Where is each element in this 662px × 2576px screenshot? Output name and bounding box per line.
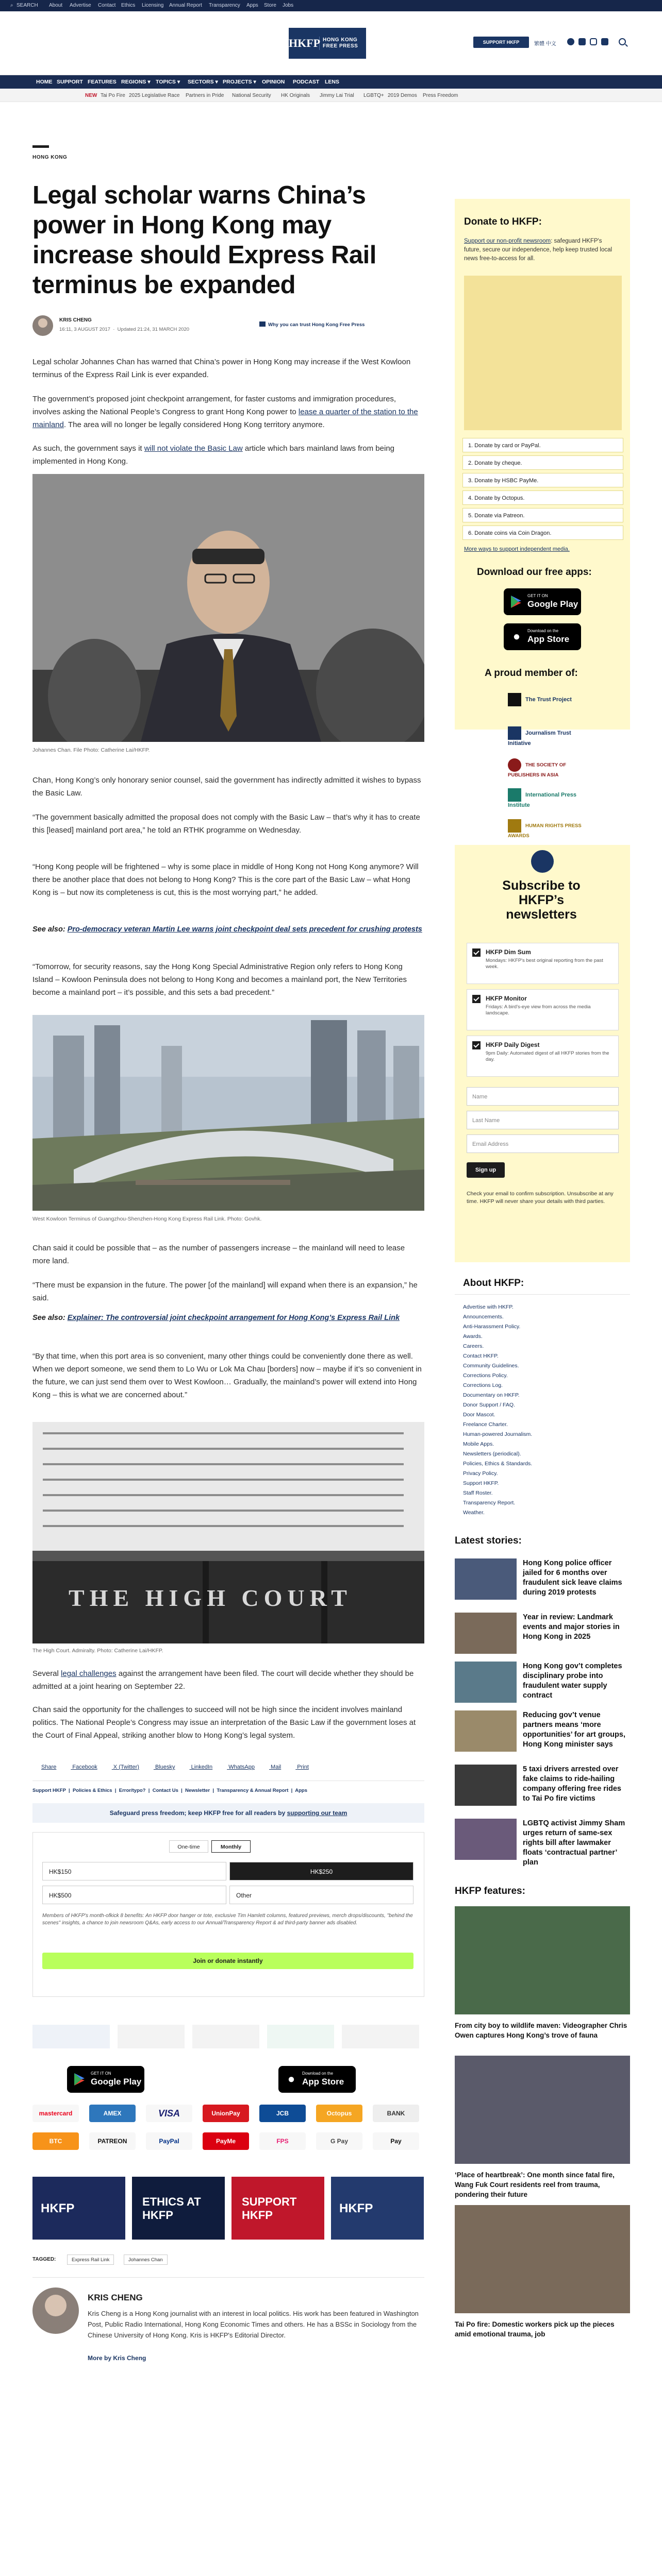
paragraph: “The government basically admitted the proposal does not comply with the Basic Law – that’s why it has to create this [leased] mainland port area,” he told an RTHK programme on Wednesday. [32,813,420,835]
author-bio: Kris Cheng is a Hong Kong journalist with an interest in local politics. His work has been featured in Washington Post, Public Radio International, Hong Kong Economic Times and others. He has a BSSc in Sociology from the Chinese University of Hong Kong. Kris is HKFP's Editorial Director. [88,2310,419,2339]
story-thumb[interactable] [455,1819,517,1860]
share-bluesky[interactable]: Bluesky [155,1764,175,1770]
newsletter-option[interactable]: HKFP Monitor Fridays: A bird's-eye view from across the media landscape. [467,989,619,1030]
about-link[interactable]: Mobile Apps. [463,1441,494,1447]
trending-item[interactable]: 2025 Legislative Race [129,93,180,98]
donate-text: Support our non-profit newsroom: safeguard HKFP's future, secure our independence, help keep trusted local news free-to-access for all. [464,238,613,262]
google-pay-logo: G Pay [316,2132,362,2150]
footer-link[interactable]: Error/typo? [119,1788,146,1793]
about-link[interactable]: Privacy Policy. [463,1470,498,1477]
about-list [463,1302,638,1518]
site-header [0,11,662,75]
paragraph: “Hong Kong people will be frightened – why is some place in middle of Hong Kong not Hong Kong anymore? Will there be another place that does not belong to Hong Kong? This is the core part of the Basic Law – what Hong Kong is – but now its completeness is cut, this is the most worrying part,” he added. [32,862,419,897]
share-whatsapp[interactable]: WhatsApp [228,1764,255,1770]
tab-monthly[interactable]: Monthly [211,1840,251,1853]
about-link[interactable]: Door Mascot. [463,1412,495,1418]
top-link-about[interactable]: About [49,3,63,8]
story-thumb[interactable] [455,1558,517,1600]
see-also-link[interactable]: Explainer: The controversial joint checkpoint arrangement for Hong Kong’s Express Rail Link [67,1314,400,1322]
about-link[interactable]: Freelance Charter. [463,1421,508,1428]
about-link[interactable]: Careers. [463,1343,484,1349]
about-link[interactable]: Newsletters (periodical). [463,1451,521,1457]
divider [455,1294,630,1295]
member-ipi[interactable]: International Press Institute [508,788,590,809]
author-avatar[interactable] [32,315,53,336]
facebook-icon[interactable] [567,38,574,45]
trending-item[interactable]: LGBTQ+ [363,93,384,98]
latest-title: Latest stories: [455,1535,522,1546]
mastercard-logo: mastercard [32,2105,79,2122]
amex-logo: AMEX [89,2105,136,2122]
features-title: HKFP features: [455,1886,525,1896]
latest-story[interactable] [455,1819,630,1870]
top-link-apps[interactable]: Apps [246,3,258,8]
photo-caption: The High Court. Admiralty. Photo: Catherine Lai/HKFP. [32,1648,163,1654]
about-link[interactable]: Awards. [463,1333,483,1340]
paragraph: Legal scholar Johannes Chan has warned that China’s power in Hong Kong may increase if the West Kowloon terminus of the Express Rail Link is ever expanded. [32,358,411,379]
jti-icon [508,726,521,740]
about-link[interactable]: Human-powered Journalism. [463,1431,533,1437]
nav-opinion[interactable]: OPINION [262,79,285,85]
feature-image[interactable] [455,1906,630,2014]
tab-one-time[interactable]: One-time [169,1840,208,1853]
newsletter-title: Subscribe to HKFP’s newsletters [502,878,581,922]
trending-item[interactable]: 2019 Demos [388,93,417,98]
youtube-icon[interactable] [601,38,608,45]
about-link[interactable]: Documentary on HKFP. [463,1392,520,1398]
member-trust-project[interactable]: The Trust Project [508,693,585,706]
paragraph: Several legal challenges against the arrangement have been filed. The court will decide whether they should be admitted at a joint hearing on September 22. [32,1669,414,1691]
share-mail[interactable]: Mail [271,1764,282,1770]
photo-west-kowloon-terminus [32,1015,424,1211]
unionpay-logo: UnionPay [203,2105,249,2122]
amount-option-selected[interactable]: HK$250 [229,1862,413,1880]
amount-option[interactable]: HK$150 [42,1862,226,1880]
top-search-link[interactable]: SEARCH [16,3,38,8]
main-nav [0,75,662,89]
support-hkfp-button[interactable]: SUPPORT HKFP [473,37,529,48]
top-link-advertise[interactable]: Advertise [70,3,91,8]
donate-option[interactable]: 1. Donate by card or PayPal. [462,438,623,452]
feature-title[interactable]: ‘Place of heartbreak’: One month since fatal fire, Wang Fuk Court residents reel from trauma, pondering their future [455,2171,615,2198]
nav-regions[interactable]: REGIONS ▾ [121,79,151,85]
google-play-icon [73,2072,87,2087]
feature-title[interactable]: From city boy to wildlife maven: Videographer Chris Owen captures Hong Kong’s trove of fauna [455,2022,627,2039]
nav-support[interactable]: SUPPORT [57,79,83,85]
inline-link[interactable]: legal challenges [61,1669,117,1678]
sidebar-app-store-button[interactable]: ● Download on the App Store [504,623,581,650]
logo-mark: HKFP [289,37,321,49]
member-jti[interactable]: Journalism Trust Initiative [508,726,585,747]
tags-label: TAGGED: [32,2257,56,2262]
promo-tile[interactable]: SUPPORT HKFP [231,2177,324,2240]
donate-illustration [464,276,622,430]
newsletter-option[interactable]: HKFP Dim Sum Mondays: HKFP's best original reporting from the past week. [467,943,619,984]
about-link[interactable]: Anti-Harassment Policy. [463,1324,521,1330]
sidebar-google-play-button[interactable]: GET IT ON Google Play [504,588,581,615]
paragraph: Chan, Hong Kong’s only honorary senior counsel, said the government has indirectly admitted it wishes to bypass the Basic Law. [32,776,421,798]
trending-new-label: NEW [85,93,97,98]
see-also-2: See also: Explainer: The controversial joint checkpoint arrangement for Hong Kong’s Express Rail Link [32,1314,400,1322]
email-input[interactable]: Email Address [467,1134,619,1153]
patreon-logo: PATREON [89,2132,136,2150]
nav-projects[interactable]: PROJECTS ▾ [223,79,256,85]
story-thumb[interactable] [455,1662,517,1703]
about-link[interactable]: Contact HKFP. [463,1353,499,1359]
share-facebook[interactable]: Facebook [72,1764,97,1770]
story-thumb[interactable] [455,1710,517,1752]
visa-logo: VISA [146,2105,192,2122]
header-search-icon[interactable] [619,38,626,45]
partner-logos [32,2020,424,2056]
app-store-button[interactable]: ● Download on the App Store [278,2066,356,2093]
tag-pill[interactable]: Express Rail Link [67,2255,114,2265]
story-title[interactable]: Year in review: Landmark events and major stories in Hong Kong in 2025 [523,1613,620,1641]
last-name-input[interactable]: Last Name [467,1111,619,1129]
newsletter-note: Check your email to confirm subscription. Unsubscribe at any time. HKFP will never share your details with third parties. [467,1191,614,1205]
ipi-icon [508,788,521,802]
donate-option[interactable]: 5. Donate via Patreon. [462,508,623,522]
checkbox-checked[interactable] [472,1041,481,1049]
checkbox-checked[interactable] [472,948,481,957]
checkbox-checked[interactable] [472,995,481,1003]
trending-item[interactable]: Jimmy Lai Trial [320,93,354,98]
share-x[interactable]: X (Twitter) [113,1764,139,1770]
newsletter-icon [531,850,554,873]
search-icon[interactable]: ⌕ [10,3,13,8]
logo-text: HONG KONG FREE PRESS [323,37,358,49]
paragraph: The government’s proposed joint checkpoint arrangement, for faster customs and immigration procedures, involves asking the National People’s Congress to grant Hong Kong power to lease a quarter of the station to the mainland. The area will no longer be legally considered Hong Kong territory anymore. [32,395,418,429]
kicker-rule [32,145,49,148]
first-name-input[interactable]: Name [467,1087,619,1106]
trending-item[interactable]: National Security [232,93,271,98]
partner-logo[interactable] [32,2025,110,2048]
about-link[interactable]: Transparency Report. [463,1500,516,1506]
latest-story[interactable] [455,1710,630,1762]
google-play-button[interactable]: GET IT ON Google Play [67,2066,144,2093]
byline [32,315,424,336]
x-icon[interactable] [578,38,586,45]
signup-button[interactable]: Sign up [467,1162,505,1178]
top-link-ethics[interactable]: Ethics [121,3,136,8]
nav-podcast[interactable]: PODCAST [293,79,320,85]
amount-option[interactable]: HK$500 [42,1886,226,1904]
google-play-icon [510,595,523,609]
author-box-name[interactable]: KRIS CHENG [88,2293,143,2302]
apps-title: Download our free apps: [477,567,592,578]
author-name[interactable]: KRIS CHENG [59,317,92,323]
top-utility-bar [0,0,662,11]
more-by-author-link[interactable]: More by Kris Cheng [88,2354,146,2362]
paypal-logo: PayPal [146,2132,192,2150]
share-row [41,1764,323,1770]
trust-project-icon [508,693,521,706]
photo-high-court [32,1422,424,1643]
feature-image[interactable] [455,2205,630,2313]
paragraph: “There must be expansion in the future. The power [of the mainland] will expand when there is an expansion,” he said. [32,1281,418,1302]
safeguard-banner: Safeguard press freedom; keep HKFP free for all readers by supporting our team [32,1803,424,1823]
story-title[interactable]: Hong Kong police officer jailed for 6 months over fraudulent sick leave claims during 2019 protests [523,1559,622,1597]
bitcoin-logo: BTC [32,2132,79,2150]
divider [32,2277,424,2278]
top-link-transparency[interactable]: Transparency [209,3,240,8]
paragraph: “By that time, when this port area is so convenient, many other things could be conveniently done there as well. When we deport someone, we send them to Lo Wu or Lok Ma Chau [borders] now – maybe if it’s so convenient in the future, we can just send them over to West Kowloon… Gradually, the mainland’s power will extend into Hong Kong – this is what we are concerned about.” [32,1352,422,1399]
promo-tile[interactable]: HKFP [331,2177,424,2240]
about-link[interactable]: Support HKFP. [463,1480,499,1486]
more-ways-link[interactable]: More ways to support independent media. [464,546,570,552]
nav-topics[interactable]: TOPICS ▾ [156,79,180,85]
footer-support-link[interactable]: Support HKFP [32,1788,66,1793]
about-link[interactable]: Community Guidelines. [463,1363,519,1369]
language-switch[interactable]: 繁體 中文 [534,41,556,47]
trust-link[interactable]: Why you can trust Hong Kong Free Press [259,321,365,328]
about-link[interactable]: Policies, Ethics & Standards. [463,1461,533,1467]
publish-date: 16:11, 3 AUGUST 2017 · Updated 21:24, 31 MARCH 2020 [59,327,190,332]
payment-methods [32,2105,424,2161]
fps-logo: FPS [259,2132,306,2150]
membership-note: Members of HKFP's month-ofkick 8 benefits: An HKFP door hanger or tote, exclusive Tim Hamlett columns, featured previews, merch drops/discounts, "behind the scenes" insights, a chance to join newsroom Q&As, early access to our Annual/Transparency Report & ad third-party banner ads disabled. [42,1913,413,1926]
high-court-sign: THE HIGH COURT [69,1585,352,1611]
top-link-annual-report[interactable]: Annual Report [169,3,202,8]
footer-link[interactable]: Contact Us [152,1788,178,1793]
author-photo[interactable] [32,2287,79,2334]
inline-link[interactable]: lease a quarter of the station to the mainland [32,408,418,429]
paragraph: As such, the government says it will not violate the Basic Law article which bars mainland laws from being implemented in Hong Kong. [32,444,395,466]
apple-icon: ● [287,2072,295,2086]
see-also-1: See also: Pro-democracy veteran Martin Lee warns joint checkpoint deal sets precedent for crushing protests [32,925,422,934]
footer-link[interactable]: Policies & Ethics [72,1788,112,1793]
photo-johannes-chan [32,474,424,742]
octopus-logo: Octopus [316,2105,362,2122]
donate-title: Donate to HKFP: [464,216,542,227]
trending-item[interactable]: Press Freedom [423,93,458,98]
members-title: A proud member of: [485,668,578,679]
about-link[interactable]: Weather. [463,1510,485,1516]
hrpa-icon [508,819,521,833]
member-sopa[interactable]: THE SOCIETY OF PUBLISHERS IN ASIA [508,758,590,779]
story-title[interactable]: 5 taxi drivers arrested over fake claims to ride-hailing company offering free rides to Tai Po fire victims [523,1765,621,1803]
article-footer-links: Support HKFP | Policies & Ethics | Error/typo? | Contact Us | Newsletter | Transparency & Annual Report | Apps [32,1788,307,1793]
trending-item[interactable]: Tai Po Fire [101,93,125,98]
author-photo-face [45,2295,67,2316]
partner-logo[interactable] [118,2025,185,2048]
donate-option[interactable]: 3. Donate by HSBC PayMe. [462,473,623,487]
about-title: About HKFP: [463,1278,524,1289]
top-link-jobs[interactable]: Jobs [283,3,294,8]
member-hrpa[interactable]: HUMAN RIGHTS PRESS AWARDS [508,819,590,840]
partner-logo[interactable] [342,2025,419,2048]
about-link[interactable]: Announcements. [463,1314,504,1320]
article-title: Legal scholar warns China’s power in Hong Kong may increase should Express Rail terminus be expanded [32,181,376,299]
donate-option[interactable]: 2. Donate by cheque. [462,455,623,470]
apple-pay-logo: Pay [373,2132,419,2150]
story-thumb[interactable] [455,1765,517,1806]
photo-caption: Johannes Chan. File Photo: Catherine Lai/HKFP. [32,747,150,753]
latest-story[interactable] [455,1765,630,1816]
promo-tile[interactable]: ETHICS AT HKFP [132,2177,225,2240]
support-team-link[interactable]: supporting our team [287,1809,347,1817]
article-category[interactable]: HONG KONG [32,155,68,160]
about-link[interactable]: Donor Support / FAQ. [463,1402,515,1408]
nav-home[interactable]: HOME [36,79,53,85]
feature-title[interactable]: Tai Po fire: Domestic workers pick up the pieces amid emotional trauma, job [455,2320,615,2338]
story-thumb[interactable] [455,1613,517,1654]
footer-link[interactable]: Newsletter [185,1788,210,1793]
jcb-logo: JCB [259,2105,306,2122]
top-link-contact[interactable]: Contact [98,3,116,8]
story-title[interactable]: Reducing gov’t venue partners means ‘more opportunities’ for art groups, Hong Kong minister says [523,1711,625,1749]
trending-item[interactable]: HK Originals [281,93,310,98]
newsletter-option[interactable]: HKFP Daily Digest 9pm Daily: Automated digest of all HKFP stories from the day. [467,1036,619,1077]
trending-item[interactable]: Partners in Pride [186,93,224,98]
paragraph: Chan said it could be possible that – as the number of passengers increase – the mainland will need to lease more land. [32,1244,405,1265]
share-label: Share [41,1764,57,1770]
payme-logo: PayMe [203,2132,249,2150]
about-link[interactable]: Advertise with HKFP. [463,1304,514,1310]
nav-features[interactable]: FEATURES [88,79,117,85]
instagram-icon[interactable] [590,38,597,45]
amount-option[interactable]: Other [229,1886,413,1904]
top-link-store[interactable]: Store [264,3,276,8]
nav-lens[interactable]: LENS [325,79,340,85]
partner-logo[interactable] [192,2025,259,2048]
share-print[interactable]: Print [297,1764,309,1770]
footer-link[interactable]: Apps [295,1788,307,1793]
info-icon [259,321,266,327]
donate-option[interactable]: 4. Donate by Octopus. [462,490,623,505]
latest-story[interactable] [455,1613,630,1664]
latest-story[interactable] [455,1662,630,1713]
footer-link[interactable]: Transparency & Annual Report [217,1788,289,1793]
trending-bar [0,89,662,102]
see-also-link[interactable]: Pro-democracy veteran Martin Lee warns joint checkpoint deal sets precedent for crushing protests [67,925,422,934]
sopa-icon [508,758,521,772]
about-link[interactable]: Corrections Log. [463,1382,503,1388]
apple-icon: ● [512,630,521,643]
story-title[interactable]: LGBTQ activist Jimmy Sham urges return of same-sex rights bill after lawmaker floats ‘contractual partner’ plan [523,1819,625,1867]
photo-caption: West Kowloon Terminus of Guangzhou-Shenzhen-Hong Kong Express Rail Link. Photo: Govhk. [32,1216,262,1222]
paragraph: “Tomorrow, for security reasons, say the Hong Kong Special Administrative Region only refers to Hong Kong Island – Kowloon Peninsula does not belong to Hong Kong and becomes a mainland port, the New Territories become a mainland port – it’s possible, and this sets a bad precedent.” [32,962,407,997]
story-title[interactable]: Hong Kong gov’t completes disciplinary probe into fraudulent water supply contract [523,1662,622,1700]
share-linkedin[interactable]: LinkedIn [191,1764,213,1770]
paragraph: Chan said the opportunity for the challenges to succeed will not be high since the incident involves mainland politics. The National People’s Congress may issue an interpretation of the Basic Law if the government loses at the Court of Final Appeal, striking another blow to Hong Kong’s legal system. [32,1705,416,1740]
nav-sectors[interactable]: SECTORS ▾ [188,79,218,85]
tag-pill[interactable]: Johannes Chan [124,2255,168,2265]
feature-image[interactable] [455,2056,630,2164]
donate-text-link[interactable]: Support our non-profit newsroom [464,238,551,244]
promo-tile[interactable]: HKFP [32,2177,125,2240]
donate-option[interactable]: 6. Donate coins via Coin Dragon. [462,526,623,540]
bank-logo: BANK [373,2105,419,2122]
inline-link[interactable]: will not violate the Basic Law [144,444,243,453]
top-link-licensing[interactable]: Licensing [142,3,164,8]
about-link[interactable]: Staff Roster. [463,1490,493,1496]
latest-story[interactable] [455,1558,630,1610]
join-donate-button[interactable]: Join or donate instantly [42,1953,413,1969]
hkfp-logo[interactable] [289,28,366,59]
partner-logo[interactable] [267,2025,334,2048]
about-link[interactable]: Corrections Policy. [463,1372,508,1379]
